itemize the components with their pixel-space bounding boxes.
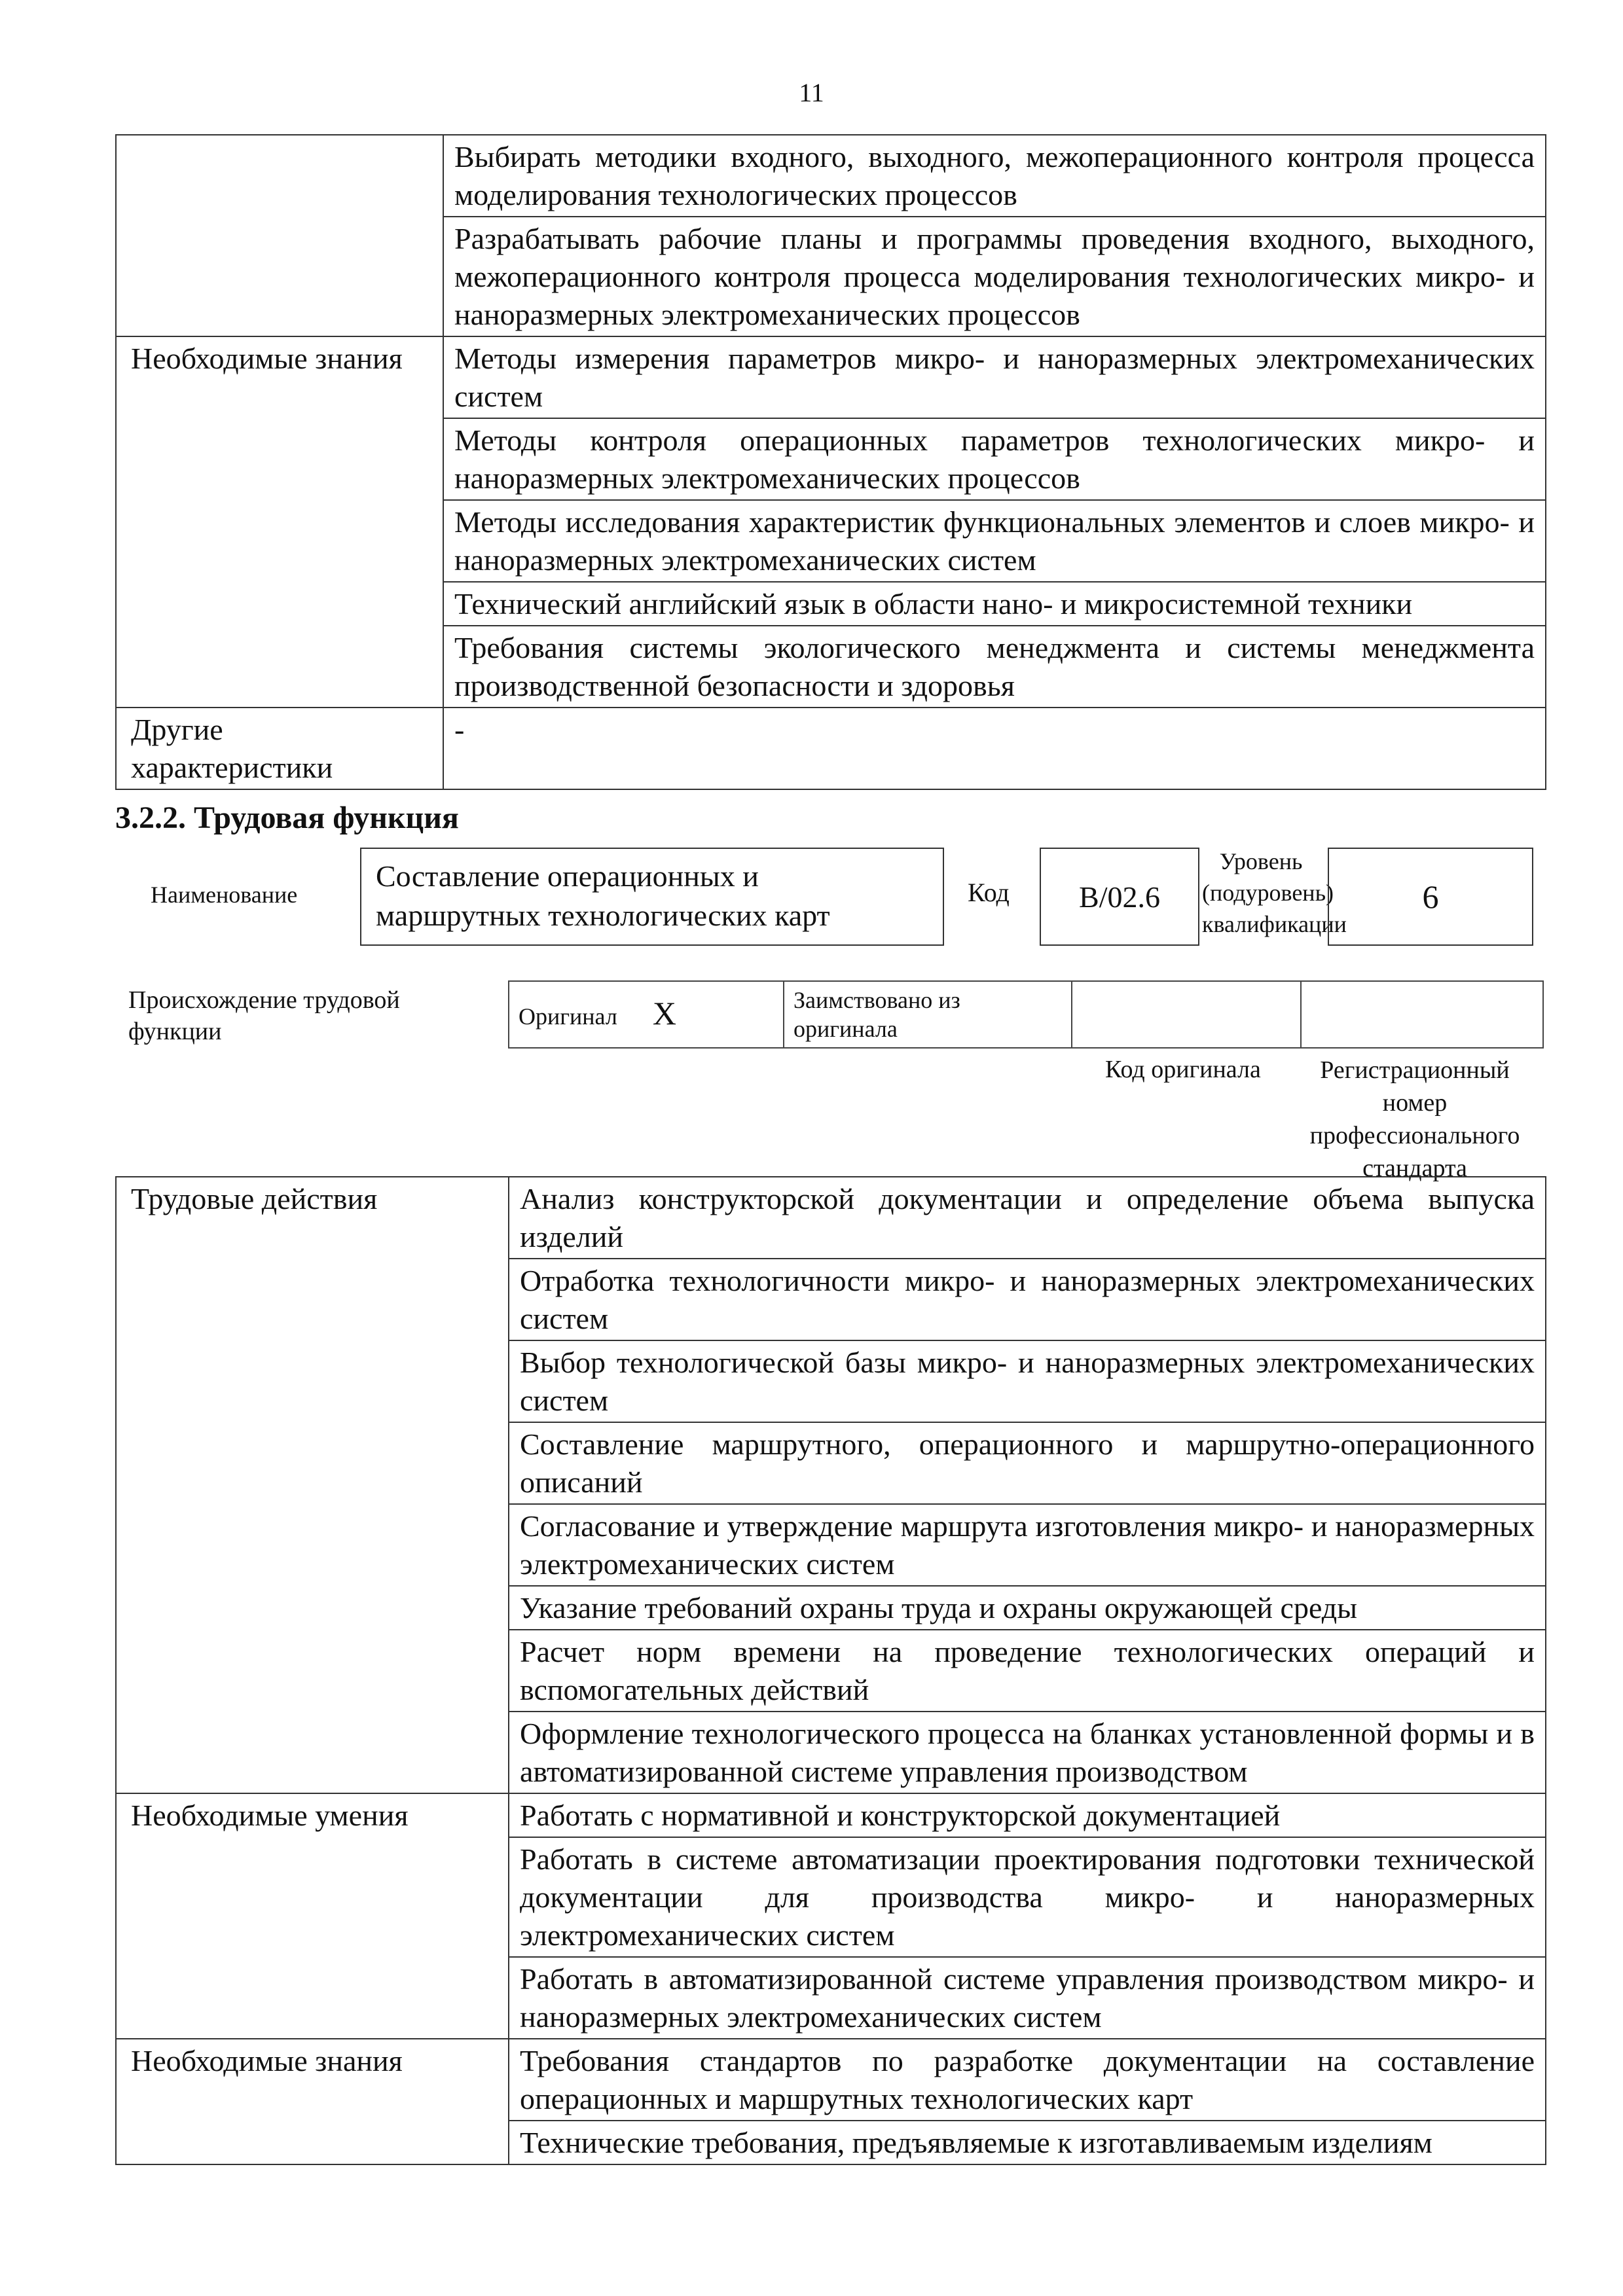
table-cell: Составление маршрутного, операционного и маршрутно-операционного описаний xyxy=(509,1422,1546,1504)
table-row xyxy=(116,708,1546,789)
level-value-box: 6 xyxy=(1328,848,1533,946)
table-row xyxy=(116,135,1546,217)
original-cell xyxy=(509,981,784,1048)
table-cell: Методы измерения параметров микро- и наноразмерных электромеханических систем xyxy=(443,336,1546,418)
function-name-box: Составление операционных и маршрутных технологических карт xyxy=(360,848,944,946)
table-cell: Методы исследования характеристик функциональных элементов и слоев микро- и наноразмерных электромеханических систем xyxy=(443,500,1546,582)
origin-label: Происхождение трудовой функции xyxy=(128,986,400,1045)
original-label: Оригинал xyxy=(519,1003,617,1030)
registration-number-cell xyxy=(1301,981,1543,1048)
original-mark: X xyxy=(652,994,676,1031)
row-label xyxy=(116,135,443,336)
code-label: Код xyxy=(968,878,1010,907)
level-label: Уровень (подуровень) квалификации xyxy=(1202,848,1347,937)
table-cell: Анализ конструкторской документации и определение объема выпуска изделий xyxy=(509,1177,1546,1259)
table-cell: Отработка технологичности микро- и наноразмерных электромеханических систем xyxy=(509,1259,1546,1340)
table-row xyxy=(116,336,1546,418)
registration-number-caption: Регистрационный номер профессионального стандарта xyxy=(1309,1056,1520,1182)
row-label-actions: Трудовые действия xyxy=(116,1177,509,1793)
table-cell: Выбирать методики входного, выходного, межоперационного контроля процесса моделирования технологических процессов xyxy=(443,135,1546,217)
table-cell: Расчет норм времени на проведение технологических операций и вспомогательных действий xyxy=(509,1630,1546,1712)
table-cell: Указание требований охраны труда и охраны окружающей среды xyxy=(509,1586,1546,1630)
table-cell: Требования стандартов по разработке документации на составление операционных и маршрутных технологических карт xyxy=(509,2039,1546,2121)
table-row xyxy=(116,2039,1546,2121)
table-cell: Требования системы экологического менеджмента и системы менеджмента производственной безопасности и здоровья xyxy=(443,626,1546,708)
borrowed-cell: Заимствовано из оригинала xyxy=(784,981,1072,1048)
original-code-cell xyxy=(1072,981,1301,1048)
table-cell: - xyxy=(443,708,1546,789)
name-label: Наименование xyxy=(151,882,298,908)
table-cell: Оформление технологического процесса на бланках установленной формы и в автоматизированной системе управления производством xyxy=(509,1712,1546,1793)
table-cell: Методы контроля операционных параметров технологических микро- и наноразмерных электромеханических процессов xyxy=(443,418,1546,500)
row-label-skills: Необходимые умения xyxy=(116,1793,509,2039)
table-cell: Работать в системе автоматизации проектирования подготовки технической документации для производства микро- и наноразмерных электромеханических систем xyxy=(509,1837,1546,1957)
labor-function-table xyxy=(115,1176,1546,2165)
row-label-other: Другие характеристики xyxy=(116,708,443,789)
top-requirements-table xyxy=(115,134,1546,790)
function-code-box: B/02.6 xyxy=(1040,848,1199,946)
original-code-caption: Код оригинала xyxy=(1105,1056,1261,1083)
table-cell: Согласование и утверждение маршрута изготовления микро- и наноразмерных электромеханических систем xyxy=(509,1504,1546,1586)
section-title: 3.2.2. Трудовая функция xyxy=(115,800,459,835)
row-label-knowledge: Необходимые знания xyxy=(116,336,443,708)
table-cell: Технические требования, предъявляемые к изготавливаемым изделиям xyxy=(509,2121,1546,2164)
table-row xyxy=(116,1177,1546,1259)
table-cell: Работать в автоматизированной системе управления производством микро- и наноразмерных электромеханических систем xyxy=(509,1957,1546,2039)
row-label-knowledge: Необходимые знания xyxy=(116,2039,509,2164)
origin-table xyxy=(508,980,1544,1049)
table-cell: Работать с нормативной и конструкторской документацией xyxy=(509,1793,1546,1837)
table-cell: Разрабатывать рабочие планы и программы проведения входного, выходного, межоперационного контроля процесса моделирования технологических микро- и наноразмерных электромеханических процессов xyxy=(443,217,1546,336)
table-row xyxy=(116,1793,1546,1837)
table-cell: Технический английский язык в области нано- и микросистемной техники xyxy=(443,582,1546,626)
page-number: 11 xyxy=(799,78,824,107)
table-cell: Выбор технологической базы микро- и наноразмерных электромеханических систем xyxy=(509,1340,1546,1422)
